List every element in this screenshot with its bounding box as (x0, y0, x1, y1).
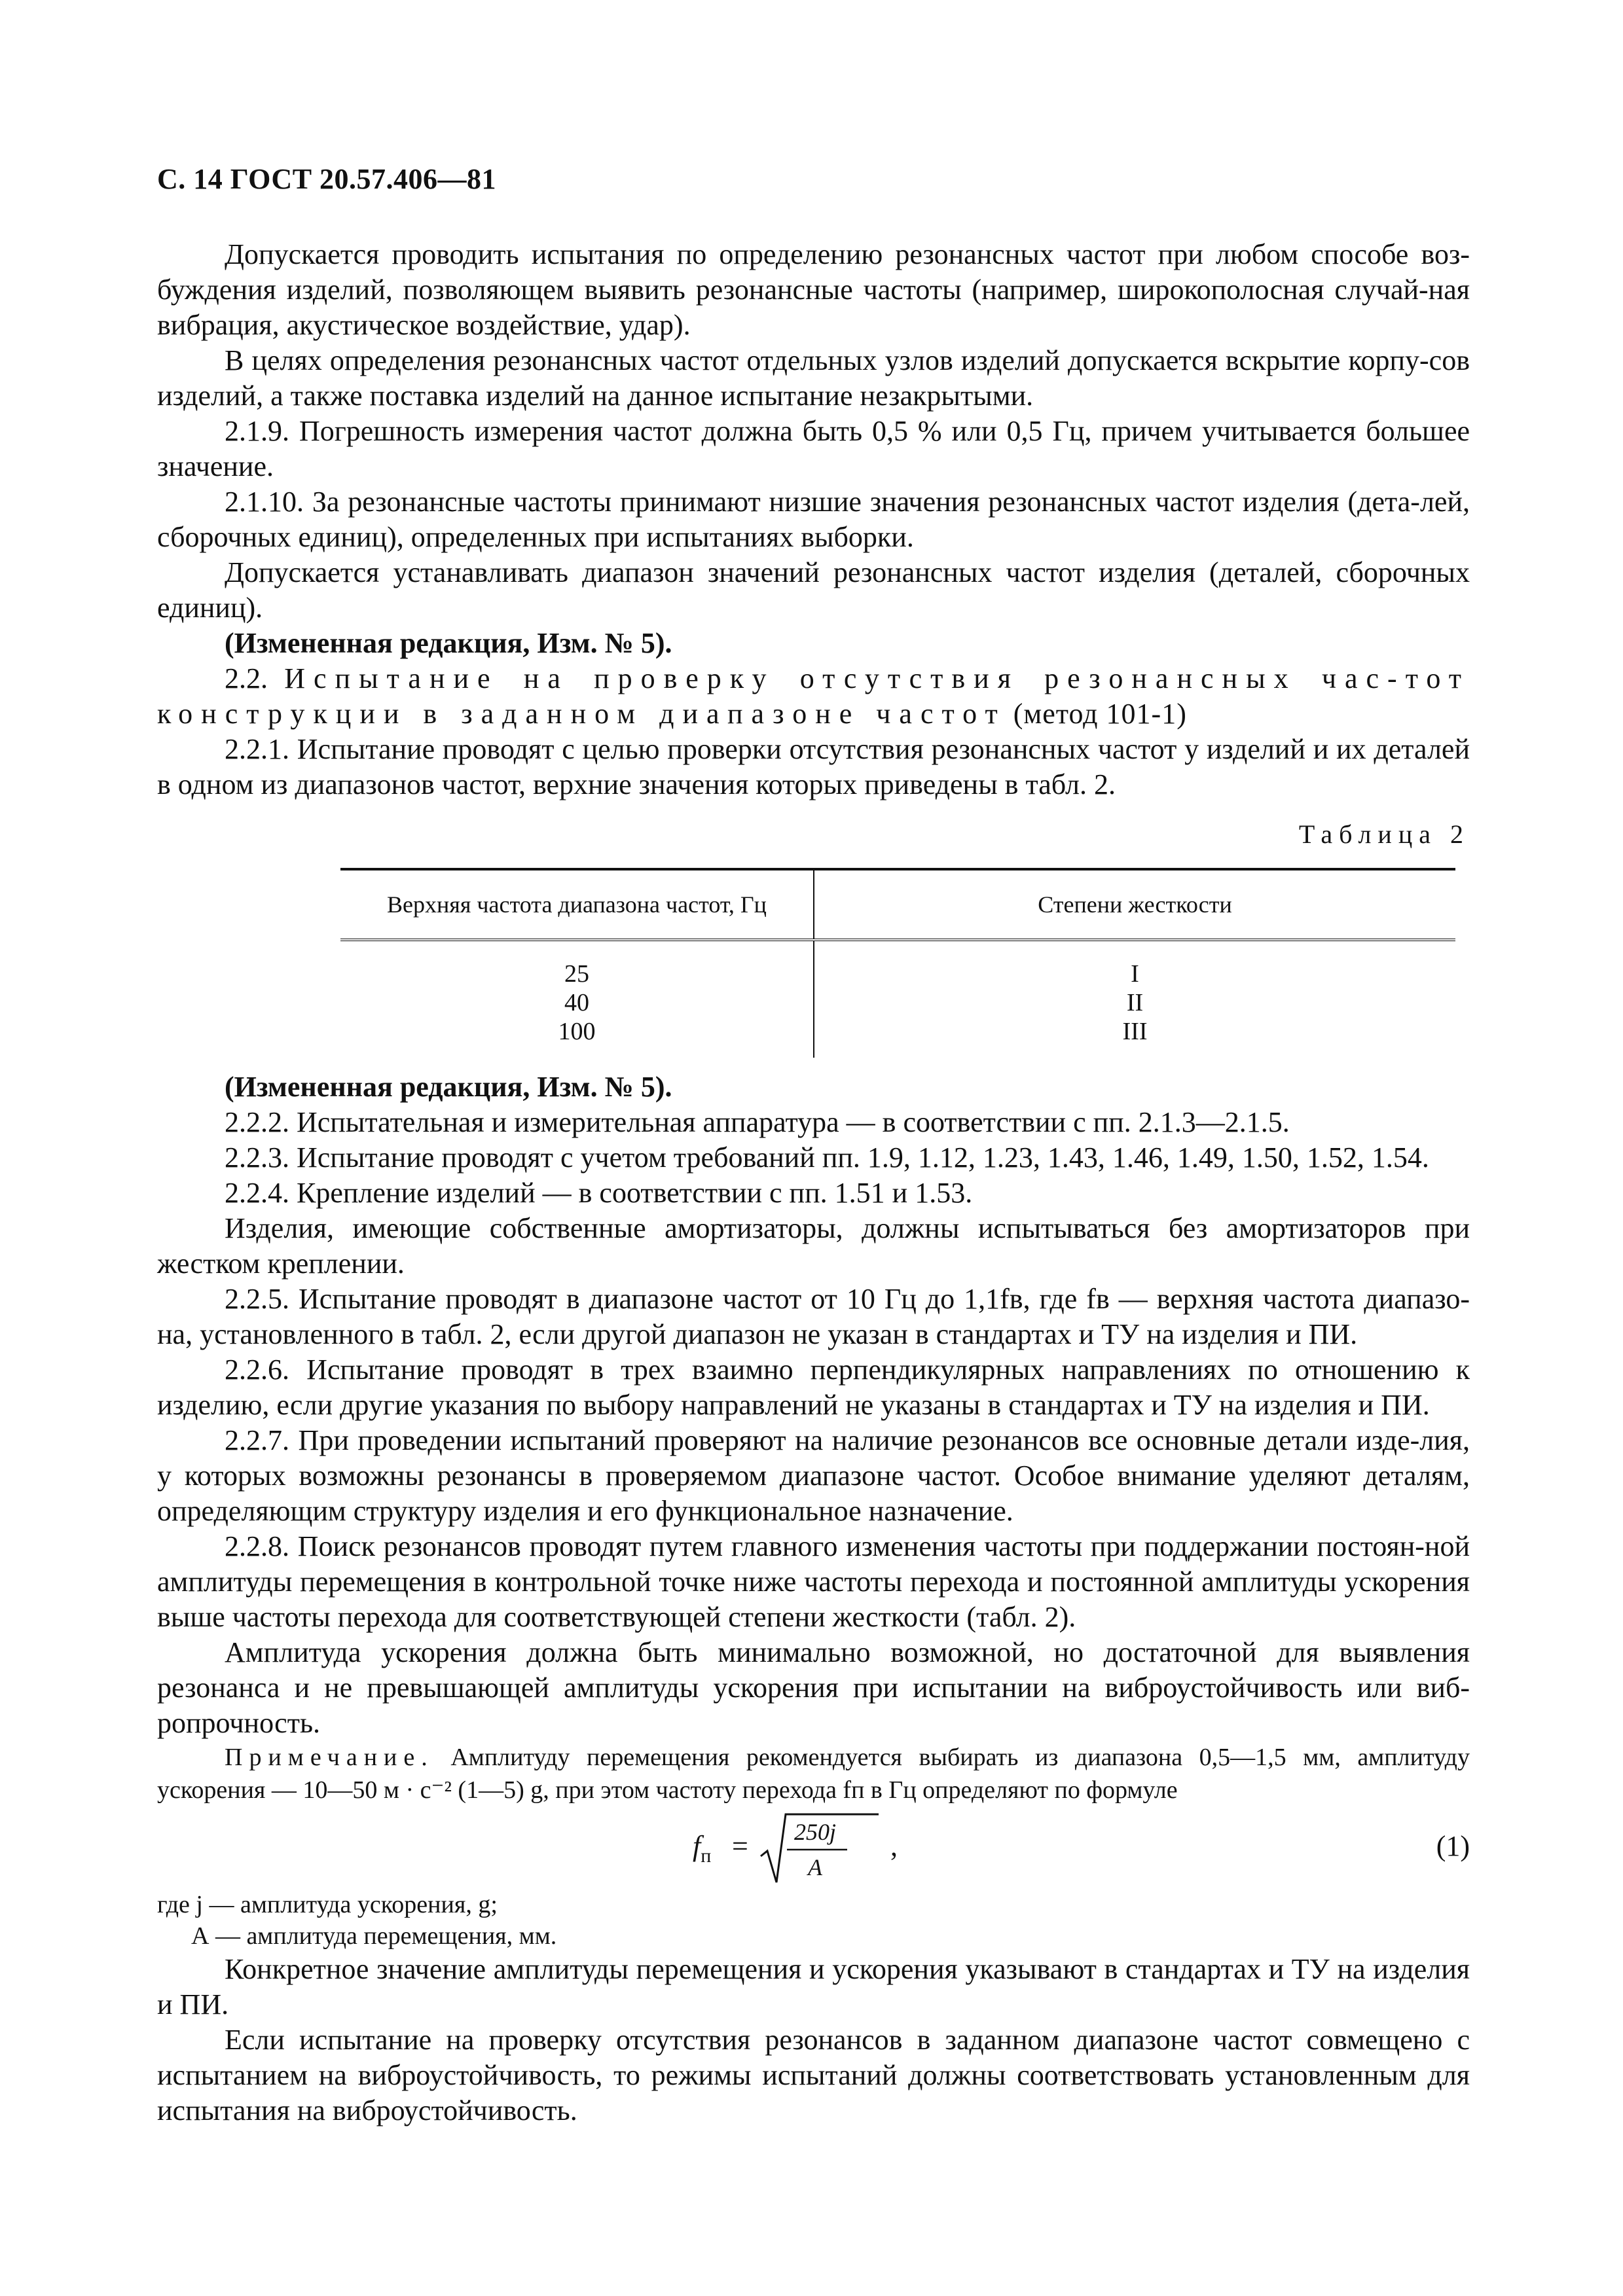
paragraph: Изделия, имеющие собственные амортизаторы, должны испытываться без амортизаторов при жестком креплении. (157, 1212, 1470, 1280)
paragraph: 2.1.9. Погрешность измерения частот должна быть 0,5 % или 0,5 Гц, причем учитывается большее значение. (157, 415, 1470, 482)
table-caption: Таблица 2 (1298, 819, 1470, 849)
paragraph: 2.2.3. Испытание проводят с учетом требований пп. 1.9, 1.12, 1.23, 1.43, 1.46, 1.49, 1.50, 1.52, 1.54. (225, 1141, 1429, 1174)
table-cell: 100 (340, 1017, 814, 1058)
table-row (340, 940, 1455, 988)
paragraph: Конкретное значение амплитуды перемещения и ускорения указывают в стандартах и ТУ на изделия и ПИ. (157, 1953, 1470, 2020)
table-cell: I (1131, 960, 1139, 988)
section-number: 2.2. (225, 662, 268, 694)
table-cell: 40 (340, 988, 814, 1017)
section-heading (157, 661, 1470, 732)
page-header: С. 14 ГОСТ 20.57.406—81 (157, 163, 497, 195)
note-label: Примечание. (225, 1744, 434, 1771)
formula-comma: , (890, 1830, 898, 1862)
table-2 (340, 868, 1455, 1058)
paragraph: 2.2.5. Испытание проводят в диапазоне частот от 10 Гц до 1,1fв, где fв — верхняя частота диапазо-на, установленного в табл. 2, если другой диапазон не указан в стандартах и ТУ на изделия и ПИ. (157, 1283, 1470, 1350)
table-header-row (340, 869, 1455, 940)
note-text: Амплитуду перемещения рекомендуется выбирать из диапазона 0,5—1,5 мм, амплитуду ускорения — 10—50 м · с⁻² (1—5) g, при этом частоту перехода fп в Гц определяют по формуле (157, 1744, 1470, 1804)
section-method: (метод 101-1) (1013, 698, 1187, 730)
paragraph: 2.2.4. Крепление изделий — в соответствии с пп. 1.51 и 1.53. (225, 1177, 973, 1209)
paragraph: Амплитуда ускорения должна быть минимально возможной, но достаточной для выявления резонанса и не превышающей амплитуды ускорения при испытании на виброустойчивость или виб-ропрочность. (157, 1636, 1470, 1739)
formula-equals: = (732, 1830, 748, 1862)
table-cell: III (1122, 1018, 1148, 1045)
table-row (340, 1017, 1455, 1058)
table-header-cell: Верхняя частота диапазона частот, Гц (340, 869, 814, 940)
paragraph: Допускается проводить испытания по определению резонансных частот при любом способе воз-буждения изделий, позволяющем выявить резонансные частоты (например, широкополосная случай-ная вибрация, акустическое воздействие, удар). (157, 238, 1470, 341)
formula-legend-line: где j — амплитуда ускорения, g; (157, 1891, 498, 1918)
table-header-cell: Степени жесткости (814, 869, 1455, 940)
amendment-note: (Измененная редакция, Изм. № 5). (225, 1071, 672, 1103)
paragraph: 2.1.10. За резонансные частоты принимают низшие значения резонансных частот изделия (дета-лей, сборочных единиц), определенных при испытаниях выборки. (157, 486, 1470, 553)
document-body (157, 237, 1470, 2128)
paragraph: Если испытание на проверку отсутствия резонансов в заданном диапазоне частот совмещено с испытанием на виброустойчивость, то режимы испытаний должны соответствовать установленным для испытания на виброустойчивость. (157, 2024, 1470, 2126)
section-title: Испытание на проверку отсутствия резонансных час-тот конструкции в заданном диапазоне частот (157, 662, 1470, 730)
paragraph: 2.2.8. Поиск резонансов проводят путем главного изменения частоты при поддержании постоян-ной амплитуды перемещения в контрольной точке ниже частоты перехода и постоянной амплитуды ускорения выше частоты перехода для соответствующей степени жесткости (табл. 2). (157, 1530, 1470, 1633)
formula-denominator: A (808, 1854, 822, 1880)
paragraph: 2.2.6. Испытание проводят в трех взаимно перпендикулярных направлениях по отношению к изделию, если другие указания по выбору направлений не указаны в стандартах и ТУ на изделия и ПИ. (157, 1354, 1470, 1421)
table-cell: 25 (340, 940, 814, 988)
paragraph: В целях определения резонансных частот отдельных узлов изделий допускается вскрытие корпу-сов изделий, а также поставка изделий на данное испытание незакрытыми. (157, 344, 1470, 412)
formula-legend-line: А — амплитуда перемещения, мм. (191, 1922, 557, 1950)
formula (157, 1810, 1470, 1889)
table-cell: II (1126, 989, 1144, 1016)
paragraph: 2.2.1. Испытание проводят с целью проверки отсутствия резонансных частот у изделий и их деталей в одном из диапазонов частот, верхние значения которых приведены в табл. 2. (157, 733, 1470, 800)
paragraph: Допускается устанавливать диапазон значений резонансных частот изделия (деталей, сборочных единиц). (157, 556, 1470, 624)
amendment-note: (Измененная редакция, Изм. № 5). (225, 627, 672, 659)
paragraph: 2.2.7. При проведении испытаний проверяют на наличие резонансов все основные детали изде-лия, у которых возможны резонансы в проверяемом диапазоне частот. Особое внимание уделяют деталям, определяющим структуру изделия и его функциональное назначение. (157, 1424, 1470, 1527)
table-row (340, 988, 1455, 1017)
note (157, 1741, 1470, 1806)
paragraph: 2.2.2. Испытательная и измерительная аппаратура — в соответствии с пп. 2.1.3—2.1.5. (225, 1106, 1290, 1138)
formula-number: (1) (1436, 1830, 1470, 1862)
formula-lhs: $f_п$ (693, 1830, 712, 1867)
formula-numerator: 250j (793, 1819, 836, 1845)
